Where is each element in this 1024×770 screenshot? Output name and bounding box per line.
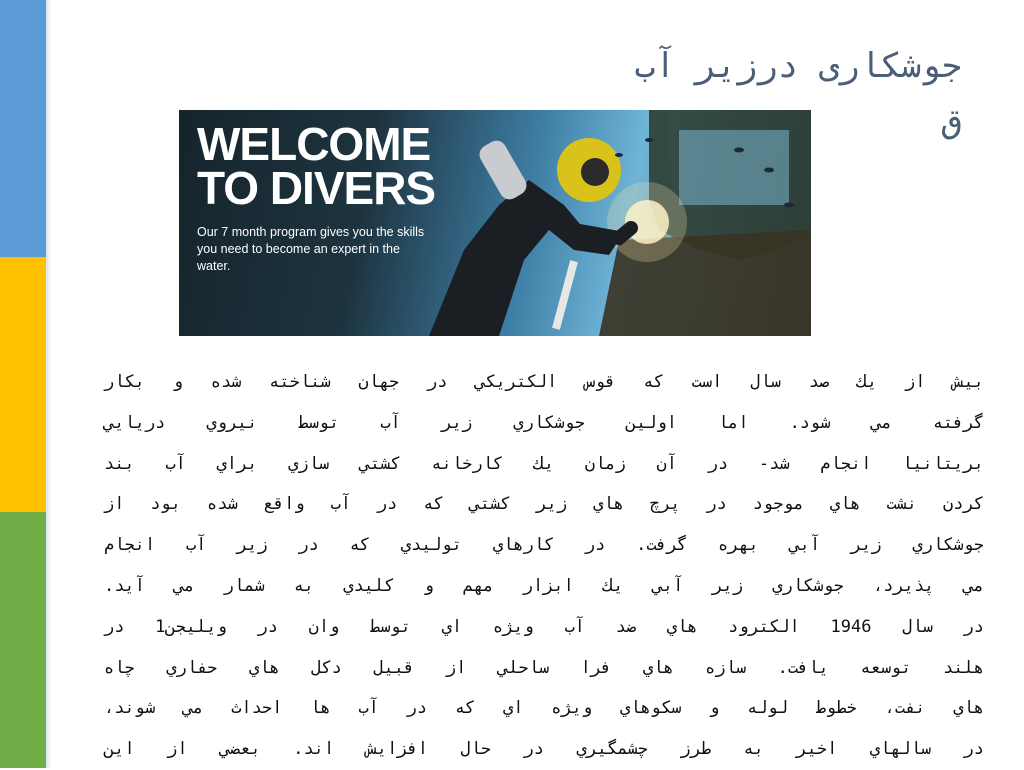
body-line: كردن نشت هاي موجود در پرچ هاي زير كشتي كه در آب واقع شده بود از [104,494,984,515]
slide-title [362,38,962,142]
accent-band-blue [0,0,46,257]
divers-banner-image [179,110,811,336]
body-line: در سال 1946 الكترود هاي ضد آب ويژه اي توسط وان در ويليجن1 در [104,616,984,637]
accent-band-green [0,512,46,768]
slide-title-text: جوشکاری درزیر آب [634,46,962,86]
slide-title-overflow: ق [941,102,962,142]
accent-band-edge [46,0,52,768]
body-line: در سالهاي اخير به طرز چشمگيري در حال افزايش اند. بعضي از اين [104,739,984,760]
body-line: هاي نفت، خطوط لوله و سكوهاي ويژه اي كه در آب ها احداث مي شوند، [104,698,984,719]
body-line: مي پذيرد، جوشكاري زير آبي يك ابزار مهم و كليدي به شمار مي آيد. [104,575,984,596]
body-line: بريتانيا انجام شد- در آن زمان يك كارخانه كشتي سازي براي آب بند [104,453,984,474]
banner-tagline: Our 7 month program gives you the skills you need to become an expert in the water. [197,225,425,273]
body-line: جوشكاري زير آبي بهره گرفت. در كارهاي توليدي كه در زير آب انجام [104,535,984,556]
body-line: گرفته مي شود. اما اولين جوشكاري زير آب توسط نيروي دريايي [104,412,984,433]
body-line: بيش از يك صد سال است كه قوس الكتريكي در جهان شناخته شده و بكار [104,372,984,392]
accent-band-gold [0,257,46,512]
banner-headline [197,118,436,214]
banner-headline-line1: WELCOME [197,118,431,170]
banner-headline-line2: TO DIVERS [197,162,436,214]
body-paragraph [104,362,984,770]
body-line: هلند توسعه يافت. سازه هاي فرا ساحلي از قبيل دكل هاي حفاري چاه [104,657,984,678]
